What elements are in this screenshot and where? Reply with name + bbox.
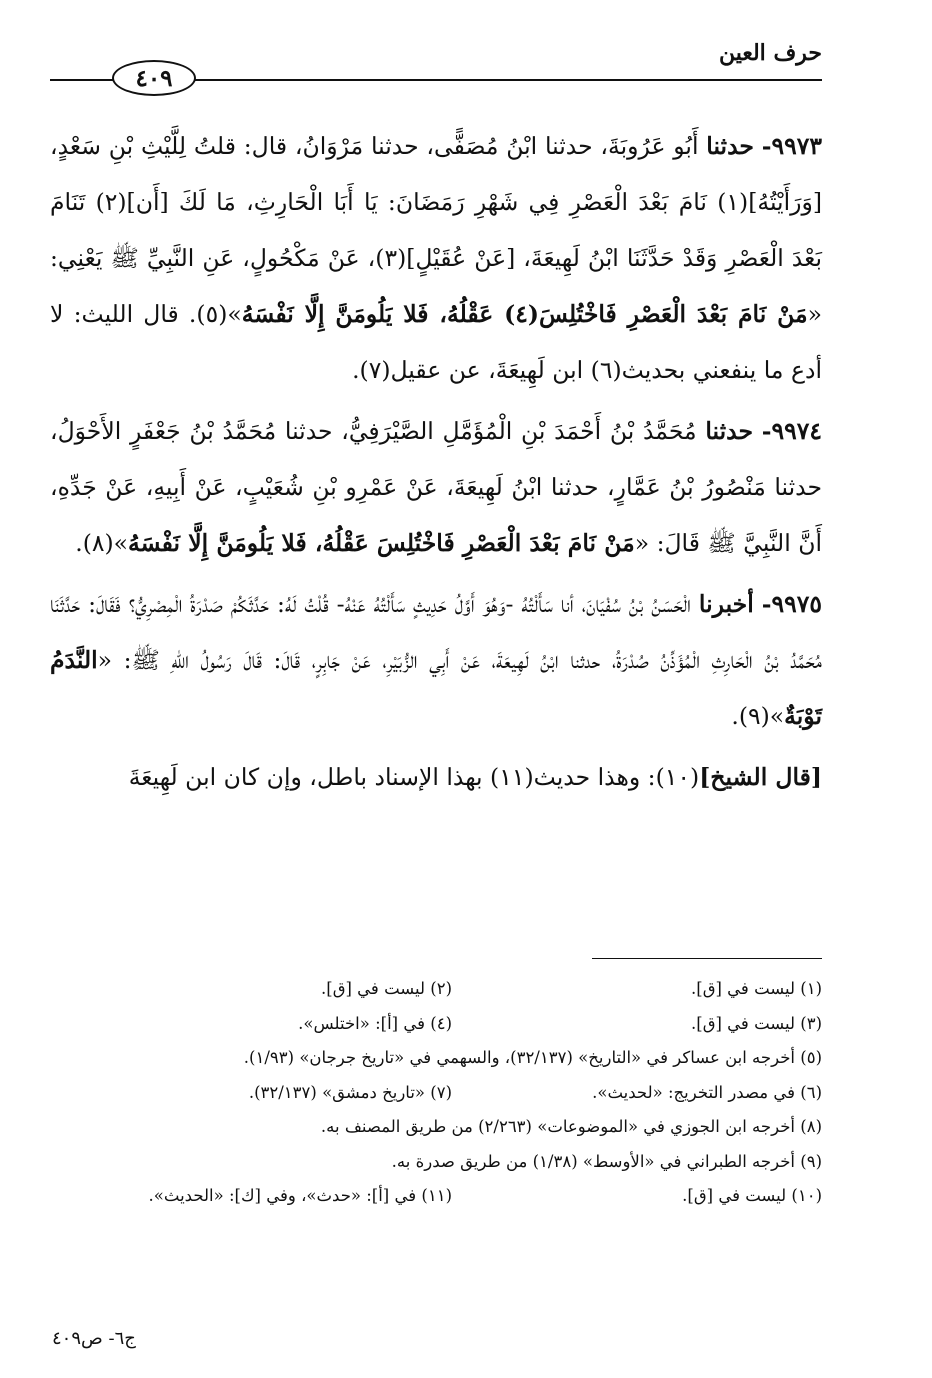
hadith-keyword: أخبرنا	[698, 590, 754, 618]
footnote-3: (٣) ليست في [ق].	[691, 1013, 822, 1033]
page-number: ٤٠٩	[135, 64, 173, 92]
hadith-text-after: »(٩).	[731, 702, 785, 730]
hadith-keyword: حدثنا	[705, 417, 754, 445]
hadith-9973	[50, 118, 822, 398]
footnote-1: (١) ليست في [ق].	[691, 979, 822, 998]
hadith-text: مُحَمَّدُ بْنُ أَحْمَدَ بْنِ الْمُؤَمَّلِ الصَّيْرَفِيُّ، حدثنا مُحَمَّدُ بْنُ جَعْفَرٍ الأَحْوَلُ، حدثنا مَنْصُورُ بْنُ عَمَّارٍ، حدثنا ابْنُ لَهِيعَةَ، عَنْ عَمْرِو بْنِ شُعَيْبٍ، عَنْ أَبِيهِ، عَنْ جَدِّهِ، أَنَّ النَّبِيَّ ﷺ قَالَ: «	[50, 417, 822, 557]
footnote-row	[50, 1007, 822, 1042]
page-number-badge	[112, 60, 196, 96]
footnote-8: (٨) أخرجه ابن الجوزي في «الموضوعات» (٢/٢٦٣) من طريق المصنف به.	[320, 1117, 822, 1136]
hadith-keyword: حدثنا	[706, 132, 754, 160]
footnote-10: (١٠) ليست في [ق].	[682, 1186, 822, 1205]
hadith-text-after: »(٥). قال الليث: لا أدع ما ينفعني بحديث(٦) ابن لَهِيعَةَ، عن عقيل(٧).	[50, 300, 822, 384]
closing-text: (١٠): وهذا حديث(١١) بهذا الإسناد باطل، وإن كان ابن لَهِيعَةَ	[128, 763, 700, 791]
footnote-row	[50, 1179, 822, 1214]
hadith-9974	[50, 403, 822, 571]
hadith-text: أَبُو عَرُوبَةَ، حدثنا ابْنُ مُصَفًّى، حدثنا مَرْوَانُ، قال: قلتُ لِلَّيْثِ بْنِ سَعْدٍ، [وَرَأَيْتُهُ](١) نَامَ بَعْدَ الْعَصْرِ فِي شَهْرِ رَمَضَانَ: يَا أَبَا الْحَارِثِ، مَا لَكَ [أَن](٢) تَنَامَ بَعْدَ الْعَصْرِ وَقَدْ حَدَّثَنَا ابْنُ لَهِيعَةَ، [عَنْ عُقَيْلٍ](٣)، عَنْ مَكْحُولٍ، عَنِ النَّبِيِّ ﷺ يَعْنِي: «	[50, 132, 822, 328]
main-text	[50, 118, 822, 810]
footnote-11: (١١) في [أ]: «حدث»، وفي [ك]: «الحديث».	[148, 1186, 452, 1205]
footnote-6: (٦) في مصدر التخريج: «لحديث».	[592, 1082, 822, 1102]
hadith-matn: النَّدَمُ تَوْبَةٌ	[50, 646, 822, 730]
chapter-title: حرف العين	[718, 40, 822, 66]
hadith-9975	[50, 576, 822, 744]
footnotes	[50, 972, 822, 1214]
hadith-matn: مَنْ نَامَ بَعْدَ الْعَصْرِ فَاخْتُلِسَ عَقْلُهُ، فَلا يَلُومَنَّ إِلَّا نَفْسَهُ	[128, 529, 635, 557]
closing-label: [قال الشيخ]	[699, 763, 822, 791]
volume-page-ref: ج٦- ص٤٠٩	[52, 1328, 136, 1349]
footnote-rule	[592, 958, 822, 959]
footnote-row	[50, 972, 822, 1007]
footnote-2: (٢) ليست في [ق].	[321, 979, 452, 998]
hadith-number: ٩٩٧٤-	[761, 417, 822, 445]
closing-paragraph	[50, 749, 822, 805]
hadith-matn: مَنْ نَامَ بَعْدَ الْعَصْرِ فَاخْتُلِسَ(٤) عَقْلُهُ، فَلا يَلُومَنَّ إِلَّا نَفْسَهُ	[241, 300, 808, 328]
footnote-row	[50, 1076, 822, 1111]
footnote-4: (٤) في [أ]: «اختلس».	[298, 1013, 452, 1033]
footnote-9: (٩) أخرجه الطبراني في «الأوسط» (١/٣٨) من طريق صدرة به.	[391, 1151, 822, 1171]
hadith-number: ٩٩٧٥-	[761, 590, 822, 618]
footnote-5: (٥) أخرجه ابن عساكر في «التاريخ» (٣٢/١٣٧)، والسهمي في «تاريخ جرجان» (١/٩٣).	[243, 1048, 822, 1067]
hadith-text-after: »(٨).	[75, 529, 129, 557]
hadith-number: ٩٩٧٣-	[761, 132, 822, 160]
hadith-text: الْحَسَنُ بْنُ سُفْيَانَ، أنا سَأَلْتُهُ -وَهُوَ أَوَّلُ حَدِيثٍ سَأَلْتُهُ عَنْهُ- قُلْتُ لَهُ: حَدَّثَكُمْ صَدْرَةُ الْمِصْرِيُّ؟ فَقَالَ: حَدَّثَنَا مُحَمَّدُ بْنُ الْحَارِثِ الْمُؤَذِّنُ صُدْرَةُ، حدثنا ابْنُ لَهِيعَةَ، عَنْ أَبِي الزُّبَيْرِ، عَنْ جَابِرٍ، قَالَ: قَالَ رَسُولُ اللهِ ﷺ: «	[50, 590, 822, 674]
footnote-7: (٧) «تاريخ دمشق» (٣٢/١٣٧).	[248, 1082, 452, 1102]
